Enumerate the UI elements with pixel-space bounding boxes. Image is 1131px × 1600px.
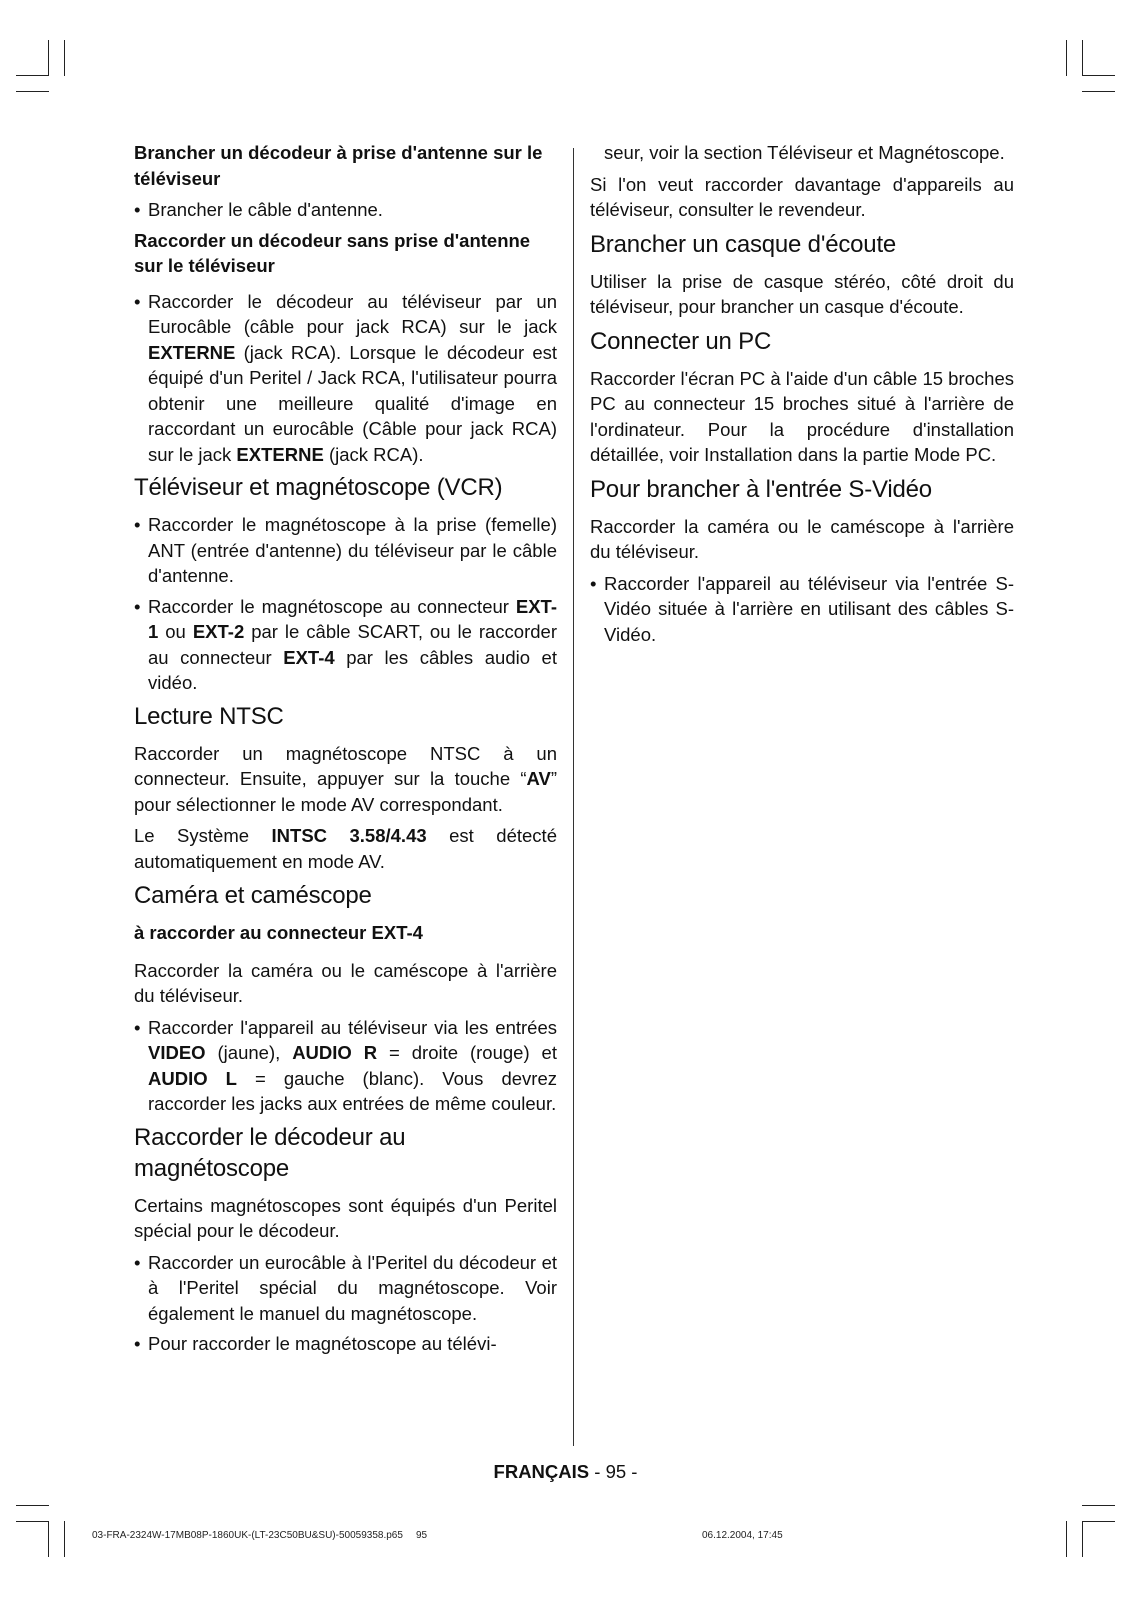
paragraph: Raccorder un magnétoscope NTSC à un connecteur. Ensuite, appuyer sur la touche “AV” pour sélectionner le mode AV correspondant.: [134, 742, 557, 815]
bullet-item: • Pour raccorder le magnétoscope au télévi-: [134, 1331, 557, 1357]
bullet-marker: •: [134, 1333, 141, 1354]
crop-mark: [16, 91, 49, 92]
print-slug-datetime: 06.12.2004, 17:45: [702, 1530, 783, 1541]
crop-mark: [1066, 1521, 1067, 1557]
section-heading-decoder-vcr: Raccorder le décodeur au magnétoscope: [134, 1123, 406, 1182]
print-slug-page: 95: [416, 1530, 428, 1541]
paragraph: Raccorder l'écran PC à l'aide d'un câble 15 broches PC au connecteur 15 broches situé à l'arrière de l'ordinateur. Pour la procédure d'installation détaillée, voir Installation dans la partie Mode PC.: [590, 367, 1015, 465]
left-column: [134, 140, 557, 1362]
bullet-item: • Raccorder l'appareil au téléviseur via l'entrée S-Vidéo située à l'arrière en utilisant des câbles S-Vidéo.: [590, 572, 1014, 645]
bullet-item: • Raccorder l'appareil au téléviseur via les entrées VIDEO (jaune), AUDIO R = droite (rouge) et AUDIO L = gauche (blanc). Vous devrez raccorder les jacks aux entrées de même couleur.: [134, 1016, 557, 1114]
subheading-decoder-antenna: Brancher un décodeur à prise d'antenne sur le téléviseur: [134, 142, 543, 189]
crop-mark: [64, 1521, 65, 1557]
print-slug-filename: 03-FRA-2324W-17MB08P-1860UK-(LT-23C50BU&SU)-50059358.p65: [92, 1530, 403, 1541]
page-footer: [0, 1461, 1131, 1483]
crop-mark: [48, 1521, 49, 1557]
bullet-item: • Raccorder le magnétoscope à la prise (femelle) ANT (entrée d'antenne) du téléviseur par le câble d'antenne.: [134, 514, 557, 586]
paragraph: Utiliser la prise de casque stéréo, côté droit du téléviseur, pour brancher un casque d'écoute.: [590, 270, 1014, 317]
section-heading-tv-vcr: Téléviseur et magnétoscope (VCR): [134, 474, 503, 501]
subheading-ext4: à raccorder au connecteur EXT-4: [134, 922, 423, 943]
paragraph: Le Système INTSC 3.58/4.43 est détecté automatiquement en mode AV.: [134, 825, 557, 872]
paragraph: Raccorder la caméra ou le caméscope à l'arrière du téléviseur.: [134, 959, 557, 1006]
bullet-marker: •: [590, 572, 597, 594]
crop-mark: [1082, 40, 1083, 76]
crop-mark: [16, 75, 49, 76]
crop-mark: [1082, 1521, 1083, 1557]
bullet-marker: •: [134, 1016, 141, 1038]
bullet-marker: •: [134, 514, 141, 535]
continued-bullet-text: seur, voir la section Téléviseur et Magnétoscope.: [604, 142, 1005, 163]
crop-mark: [1066, 40, 1067, 76]
bullet-item: • Raccorder le magnétoscope au connecteur EXT-1 ou EXT-2 par le câble SCART, ou le raccorder au connecteur EXT-4 par les câbles audio et vidéo.: [134, 595, 557, 693]
column-divider: [573, 148, 574, 1446]
subheading-decoder-no-antenna: Raccorder un décodeur sans prise d'antenne sur le téléviseur: [134, 229, 531, 276]
crop-mark: [64, 40, 65, 76]
section-heading-headphones: Brancher un casque d'écoute: [590, 230, 897, 258]
bullet-marker: •: [134, 1251, 141, 1273]
crop-mark: [1082, 91, 1115, 92]
footer-page-number: - 95 -: [594, 1461, 638, 1482]
bullet-item: • Brancher le câble d'antenne.: [134, 197, 557, 223]
section-heading-pc: Connecter un PC: [590, 327, 772, 355]
crop-mark: [1082, 1521, 1115, 1522]
section-heading-ntsc: Lecture NTSC: [134, 702, 284, 730]
right-column: [590, 140, 1014, 652]
bullet-marker: •: [134, 595, 141, 617]
bullet-item: • Raccorder le décodeur au téléviseur par un Eurocâble (câble pour jack RCA) sur le jack EXTERNE (jack RCA). Lorsque le décodeur est équipé d'un Peritel / Jack RCA, l'utilisateur pourra obtenir une meilleure qualité d'image en raccordant un eurocâble (Câble pour jack RCA) sur le jack EXTERNE (jack RCA).: [134, 290, 557, 465]
paragraph: Raccorder la caméra ou le caméscope à l'arrière du téléviseur.: [590, 515, 1014, 562]
section-heading-svideo: Pour brancher à l'entrée S-Vidéo: [590, 475, 932, 503]
crop-mark: [48, 40, 49, 76]
paragraph: Certains magnétoscopes sont équipés d'un Peritel spécial pour le décodeur.: [134, 1194, 557, 1241]
crop-mark: [1082, 1505, 1115, 1506]
paragraph: Si l'on veut raccorder davantage d'appareils au téléviseur, consulter le revendeur.: [590, 173, 1014, 220]
bullet-item: • Raccorder un eurocâble à l'Peritel du décodeur et à l'Peritel spécial du magnétoscope. Voir également le manuel du magnétoscope.: [134, 1251, 557, 1324]
crop-mark: [16, 1505, 49, 1506]
crop-mark: [16, 1521, 49, 1522]
bullet-marker: •: [134, 199, 141, 220]
bullet-marker: •: [134, 290, 141, 312]
footer-language: FRANÇAIS: [493, 1461, 590, 1482]
crop-mark: [1082, 75, 1115, 76]
section-heading-camera: Caméra et caméscope: [134, 882, 372, 909]
